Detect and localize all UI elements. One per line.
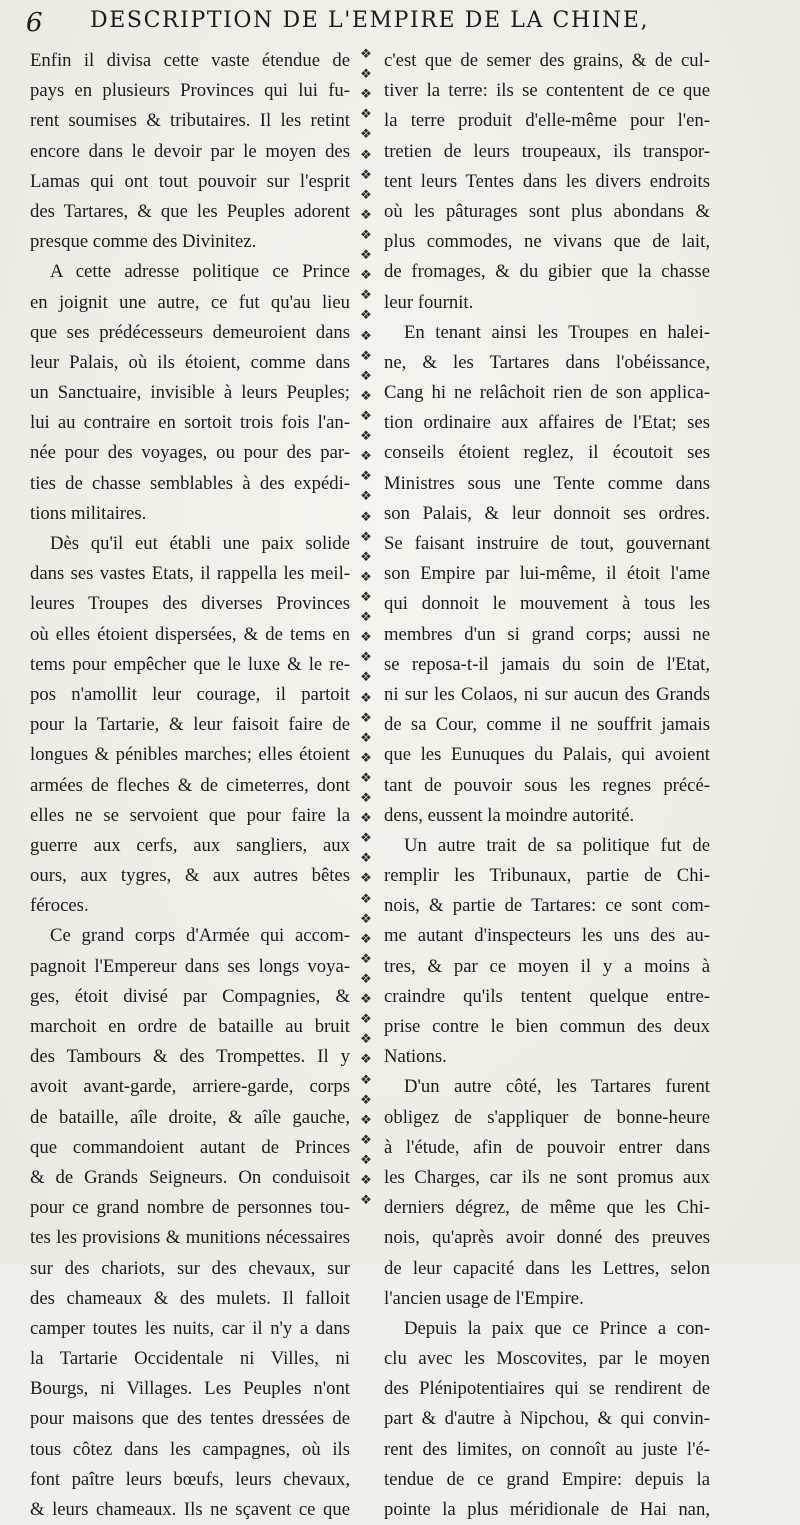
text-line: la terre produit d'elle-même pour l'en- (384, 110, 710, 132)
divider-ornament-icon: ❖ (360, 791, 372, 807)
divider-ornament-icon: ❖ (360, 972, 372, 988)
divider-ornament-icon: ❖ (360, 690, 372, 706)
divider-ornament-icon: ❖ (360, 750, 372, 766)
divider-ornament-icon: ❖ (360, 368, 372, 384)
divider-ornament-icon: ❖ (360, 1012, 372, 1028)
text-line: des chameaux & des mulets. Il falloit (30, 1287, 350, 1309)
divider-ornament-icon: ❖ (360, 549, 372, 565)
text-line: leur Palais, où ils étoient, comme dans (30, 351, 350, 373)
text-line: nois, qu'après avoir donné des preuves (384, 1227, 710, 1249)
text-line: se reposa-t-il jamais du soin de l'Etat, (384, 653, 710, 675)
text-line: encore dans le devoir par le moyen des (30, 140, 350, 162)
text-line: marchoit en ordre de bataille au bruit (30, 1016, 350, 1037)
divider-ornament-icon: ❖ (360, 187, 372, 203)
text-line: Dès qu'il eut établi une paix solide (50, 533, 350, 554)
divider-ornament-icon: ❖ (360, 730, 372, 746)
divider-ornament-icon: ❖ (360, 891, 372, 907)
divider-ornament-icon: ❖ (360, 610, 372, 626)
divider-ornament-icon: ❖ (360, 589, 372, 605)
text-line: En tenant ainsi les Troupes en halei- (404, 321, 710, 343)
ornamental-column-divider (354, 48, 378, 1208)
divider-ornament-icon: ❖ (360, 1092, 372, 1108)
text-line: son Palais, & leur donnoit ses ordres. (384, 502, 710, 524)
text-line: Depuis la paix que ce Prince a con- (404, 1317, 710, 1339)
text-line: Un autre trait de sa politique fut de (404, 834, 710, 856)
divider-ornament-icon: ❖ (360, 1173, 372, 1189)
divider-ornament-icon: ❖ (360, 308, 372, 324)
text-line: craindre qu'ils tentent quelque entre- (384, 985, 710, 1007)
text-line: où les pâturages sont plus abondans & (384, 200, 710, 222)
text-line: la Tartarie Occidentale ni Villes, ni (30, 1348, 350, 1370)
text-line: D'un autre côté, les Tartares furent (404, 1076, 710, 1098)
text-line: font paître leurs bœufs, leurs chevaux, (30, 1468, 350, 1490)
text-line: de sa Cour, comme il ne souffrit jamais (384, 714, 710, 736)
text-line: tions militaires. (30, 502, 147, 524)
text-line: où elles étoient dispersées, & de tems en (30, 623, 350, 645)
text-line: Nations. (384, 1046, 447, 1068)
text-line: de fromages, & du gibier que la chasse (384, 261, 710, 283)
divider-ornament-icon: ❖ (360, 1072, 372, 1088)
text-line: Enfin il divisa cette vaste étendue de (30, 50, 350, 71)
text-line: qui donnoit le mouvement à tous les (384, 593, 710, 615)
text-line: c'est que de semer des grains, & de cul- (384, 50, 710, 71)
divider-ornament-icon: ❖ (360, 831, 372, 847)
text-line: presque comme des Divinitez. (30, 231, 257, 253)
text-line: Bourgs, ni Villages. Les Peuples n'ont (30, 1378, 350, 1400)
divider-ornament-icon: ❖ (360, 147, 372, 163)
text-line: tion ordinaire aux affaires de l'Etat; ses (384, 412, 710, 434)
divider-ornament-icon: ❖ (360, 931, 372, 947)
divider-ornament-icon: ❖ (360, 1032, 372, 1048)
text-line: pour la Tartarie, & leur faisoit faire de (30, 714, 350, 736)
text-line: des Tartares, & que les Peuples adorent (30, 200, 350, 222)
divider-ornament-icon: ❖ (360, 630, 372, 646)
divider-ornament-icon: ❖ (360, 1052, 372, 1068)
text-line: Cang hi ne relâchoit rien de son applica- (384, 382, 710, 404)
divider-ornament-icon: ❖ (360, 871, 372, 887)
text-line: un Sanctuaire, invisible à leurs Peuples; (30, 382, 350, 404)
divider-ornament-icon: ❖ (360, 710, 372, 726)
running-title: DESCRIPTION DE L'EMPIRE DE LA CHINE, (90, 8, 650, 33)
text-line: Lamas qui ont tout pouvoir sur l'esprit (30, 170, 350, 192)
divider-ornament-icon: ❖ (360, 489, 372, 505)
divider-ornament-icon: ❖ (360, 1132, 372, 1148)
text-line: que ses prédécesseurs demeuroient dans (30, 321, 350, 343)
text-line: pays en plusieurs Provinces qui lui fu- (30, 80, 350, 102)
text-line: conseils étoient reglez, il écoutoit ses (384, 442, 710, 464)
text-line: plus commodes, ne vivans que de lait, (384, 231, 710, 253)
divider-ornament-icon: ❖ (360, 529, 372, 545)
text-line: part & d'autre à Nipchou, & qui convin- (384, 1408, 710, 1430)
text-line: en joignit une autre, ce fut qu'au lieu (30, 291, 350, 313)
divider-ornament-icon: ❖ (360, 87, 372, 103)
divider-ornament-icon: ❖ (360, 288, 372, 304)
text-line: que commandoient autant de Princes (30, 1136, 350, 1158)
text-line: obligez de s'appliquer de bonne-heure (384, 1106, 710, 1128)
text-line: guerre aux cerfs, aux sangliers, aux (30, 834, 350, 856)
text-line: ours, aux tygres, & aux autres bêtes (30, 865, 350, 887)
text-line: pointe la plus méridionale de Hai nan, (384, 1499, 710, 1520)
divider-ornament-icon: ❖ (360, 167, 372, 183)
divider-ornament-icon: ❖ (360, 207, 372, 223)
divider-ornament-icon: ❖ (360, 47, 372, 62)
divider-ornament-icon: ❖ (360, 248, 372, 264)
text-line: née pour des voyages, ou pour des par- (30, 442, 350, 464)
text-line: ties de chasse semblables à des expédi- (30, 472, 350, 494)
left-text-column (30, 46, 350, 1525)
text-line: leur fournit. (384, 291, 474, 313)
text-line: ni sur les Colaos, ni sur aucun des Grands (384, 683, 710, 705)
divider-ornament-icon: ❖ (360, 509, 372, 525)
text-line: & de Grands Seigneurs. On conduisoit (30, 1166, 350, 1188)
divider-ornament-icon: ❖ (360, 1193, 372, 1209)
text-line: l'ancien usage de l'Empire. (384, 1287, 584, 1309)
text-line: Ce grand corps d'Armée qui accom- (50, 925, 350, 947)
divider-ornament-icon: ❖ (360, 951, 372, 967)
divider-ornament-icon: ❖ (360, 911, 372, 927)
divider-ornament-icon: ❖ (360, 268, 372, 284)
page-header (26, 6, 788, 46)
text-line: ne, & les Tartares dans l'obéissance, (384, 351, 710, 373)
divider-ornament-icon: ❖ (360, 650, 372, 666)
divider-ornament-icon: ❖ (360, 388, 372, 404)
text-line: tems pour empêcher que le luxe & le re- (30, 653, 350, 675)
text-line: rent soumises & tributaires. Il les retint (30, 110, 350, 132)
divider-ornament-icon: ❖ (360, 569, 372, 585)
divider-ornament-icon: ❖ (360, 1153, 372, 1169)
divider-ornament-icon: ❖ (360, 770, 372, 786)
text-line: à l'étude, afin de pouvoir entrer dans (384, 1136, 710, 1158)
page-number: 6 (26, 8, 43, 38)
text-line: des Tambours & des Trompettes. Il y (30, 1046, 350, 1068)
divider-ornament-icon: ❖ (360, 408, 372, 424)
text-line: tent leurs Tentes dans les divers endroits (384, 170, 710, 192)
text-line: tiver la terre: ils se contentent de ce que (384, 80, 710, 102)
text-line: membres d'un si grand corps; aussi ne (384, 623, 710, 645)
text-line: sur des chariots, sur des chevaux, sur (30, 1257, 350, 1279)
text-line: nois, & partie de Tartares: ce sont com- (384, 895, 710, 917)
text-line: tretien de leurs troupeaux, ils transpor- (384, 140, 710, 162)
text-line: féroces. (30, 895, 89, 917)
text-line: lui au contraire en sortoit trois fois l'an- (30, 412, 350, 434)
text-line: remplir les Tribunaux, partie de Chi- (384, 865, 710, 887)
divider-ornament-icon: ❖ (360, 992, 372, 1008)
text-line: longues & pénibles marches; elles étoient (30, 744, 350, 766)
text-line: tres, & par ce moyen il y a moins à (384, 955, 710, 977)
text-line: pour maisons que des tentes dressées de (30, 1408, 350, 1430)
divider-ornament-icon: ❖ (360, 469, 372, 485)
text-line: de leur capacité dans les Lettres, selon (384, 1257, 710, 1279)
text-line: des Plénipotentiaires qui se rendirent de (384, 1378, 710, 1400)
text-line: que les Eunuques du Palais, qui avoient (384, 744, 710, 766)
divider-ornament-icon: ❖ (360, 227, 372, 243)
text-line: elles ne se servoient que pour faire la (30, 804, 350, 826)
divider-ornament-icon: ❖ (360, 851, 372, 867)
divider-ornament-icon: ❖ (360, 1112, 372, 1128)
text-line: les Charges, car ils ne sont promus aux (384, 1166, 710, 1188)
text-line: clu avec les Moscovites, par le moyen (384, 1348, 710, 1370)
text-line: tendue de ce grand Empire: depuis la (384, 1468, 710, 1490)
text-line: derniers dégrez, de même que les Chi- (384, 1197, 710, 1219)
text-line: dens, eussent la moindre autorité. (384, 804, 635, 826)
divider-ornament-icon: ❖ (360, 429, 372, 445)
divider-ornament-icon: ❖ (360, 348, 372, 364)
text-line: tes les provisions & munitions nécessaires (30, 1227, 350, 1249)
divider-ornament-icon: ❖ (360, 811, 372, 827)
text-line: & leurs chameaux. Ils ne sçavent ce que (30, 1499, 350, 1520)
text-line: rent des limites, on connoît au juste l'é- (384, 1438, 710, 1460)
text-line: Ministres sous une Tente comme dans (384, 472, 710, 494)
text-line: leures Troupes des diverses Provinces (30, 593, 350, 615)
text-line: me autant d'inspecteurs les uns des au- (384, 925, 710, 947)
divider-ornament-icon: ❖ (360, 670, 372, 686)
text-line: A cette adresse politique ce Prince (50, 261, 350, 283)
text-line: pour ce grand nombre de personnes tou- (30, 1197, 350, 1219)
right-text-column (384, 46, 710, 1525)
text-line: camper toutes les nuits, car il n'y a dans (30, 1317, 350, 1339)
text-line: Se faisant instruire de tout, gouvernant (384, 533, 710, 554)
text-line: tant de pouvoir sous les regnes précé- (384, 774, 710, 796)
text-line: armées de fleches & de cimeterres, dont (30, 774, 350, 796)
text-line: dans ses vastes Etats, il rappella les meil- (30, 563, 350, 585)
text-line: de bataille, aîle droite, & aîle gauche, (30, 1106, 350, 1128)
text-line: tous côtez dans les campagnes, où ils (30, 1438, 350, 1460)
text-line: avoit avant-garde, arriere-garde, corps (30, 1076, 350, 1098)
divider-ornament-icon: ❖ (360, 67, 372, 83)
divider-ornament-icon: ❖ (360, 107, 372, 123)
divider-ornament-icon: ❖ (360, 328, 372, 344)
text-line: ges, étoit divisé par Compagnies, & (30, 985, 350, 1007)
divider-ornament-icon: ❖ (360, 449, 372, 465)
text-line: pos n'amollit leur courage, il partoit (30, 683, 350, 705)
divider-ornament-icon: ❖ (360, 127, 372, 143)
text-line: son Empire par lui-même, il étoit l'ame (384, 563, 710, 585)
text-line: pagnoit l'Empereur dans ses longs voya- (30, 955, 350, 977)
text-line: prise contre le bien commun des deux (384, 1016, 710, 1037)
